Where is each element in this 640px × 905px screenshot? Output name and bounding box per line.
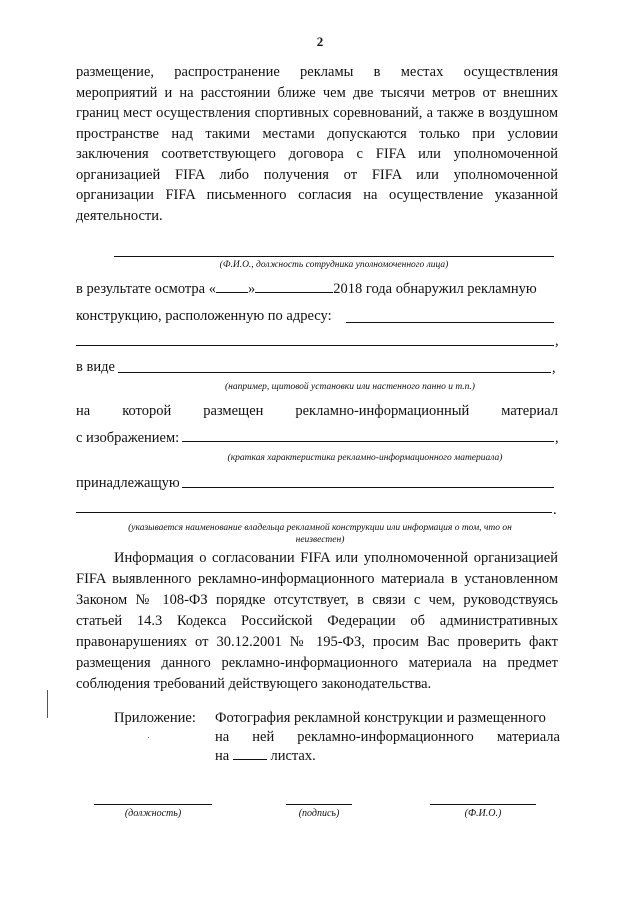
fio-label: (Ф.И.О.) [464,808,502,819]
attachment-line3 [215,746,560,766]
placed-word-2: которой [122,403,172,419]
sheets-blank [233,747,267,760]
main-paragraph: Информация о согласовании FIFA или уполномоченной организацией FIFA выявленного рекламно-информационного материала в установленном Законом № 108-ФЗ порядке отсутствует, в связи с чем, руководствуясь статьей 14.3 Кодекса Российской Федерации об административных правонарушениях от 30.12.2001 № 195-ФЗ, просим Вас проверить факт размещения данного рекламно-информационного материала на предмет соблюдения требований действующего законодательства. [76,550,558,692]
day-blank [216,280,248,293]
attachment-word-3: рекламно-информационного [297,729,474,745]
fio-blank-line [114,256,554,257]
attachment-word-4: материала [496,729,560,745]
address-comma: , [555,333,559,349]
owner-note: (указывается наименование владельца рекламной конструкции или информация о том, что он неизвестен) [128,523,512,545]
image-blank [182,441,554,442]
position-label: (должность) [124,808,182,819]
owner-blank-1 [182,487,554,488]
intro-paragraph: размещение, распространение рекламы в местах осуществления мероприятий и на расстоянии ближе чем две тысячи метров от внешних границ мест осуществления спортивных соревнований, а также в воздушном пространстве над такими местами допускаются только при условии заключения соответствующего договора с FIFA или уполномоченной организацией FIFA либо получения от FIFA или уполномоченной организации FIFA письменного согласия на осуществление указанной деятельности. [76,64,558,224]
attachment-line3-prefix: на [215,748,230,764]
fio-note: (Ф.И.О., должность сотрудника уполномоченного лица) [219,260,449,270]
address-blank-1 [346,322,554,323]
view-blank [118,372,551,373]
fio-line [430,804,536,805]
attachment-line3-suffix: листах. [270,748,316,764]
owner-label: принадлежащую [76,475,180,491]
placed-word-1: на [76,403,91,419]
image-label: с изображением: [76,430,180,446]
page-number: 2 [316,34,324,49]
owner-period: . [553,502,557,518]
image-note: (краткая характеристика рекламно-информационного материала) [227,453,503,463]
inspection-line [76,279,558,299]
attachment-word-1: на [215,729,230,745]
inspection-prefix: в результате осмотра « [76,281,216,297]
inspection-suffix: 2018 года обнаружил рекламную [333,281,537,297]
image-comma: , [555,430,559,446]
address-blank-2 [76,345,554,346]
owner-blank-2 [76,512,552,513]
month-blank [255,280,333,293]
signature-label: (подпись) [298,808,340,819]
attachment-line1: Фотография рекламной конструкции и размещенного [215,710,546,726]
signature-line [286,804,352,805]
scan-dot [148,737,149,738]
address-label: конструкцию, расположенную по адресу: [76,308,332,324]
view-label: в виде [76,359,115,375]
attachment-line2 [215,727,560,747]
placed-word-5: материал [501,403,558,419]
attachment-label: Приложение: [114,710,196,726]
placed-word-4: рекламно-информационный [295,403,470,419]
inspection-quote-close: » [248,281,256,297]
placed-line [76,401,558,421]
view-note: (например, щитовой установки или настенного панно и т.п.) [225,382,475,392]
attachment-word-2: ней [252,729,275,745]
placed-word-3: размещен [203,403,264,419]
view-comma: , [552,360,556,376]
position-line [94,804,212,805]
scan-margin-mark [47,690,48,718]
